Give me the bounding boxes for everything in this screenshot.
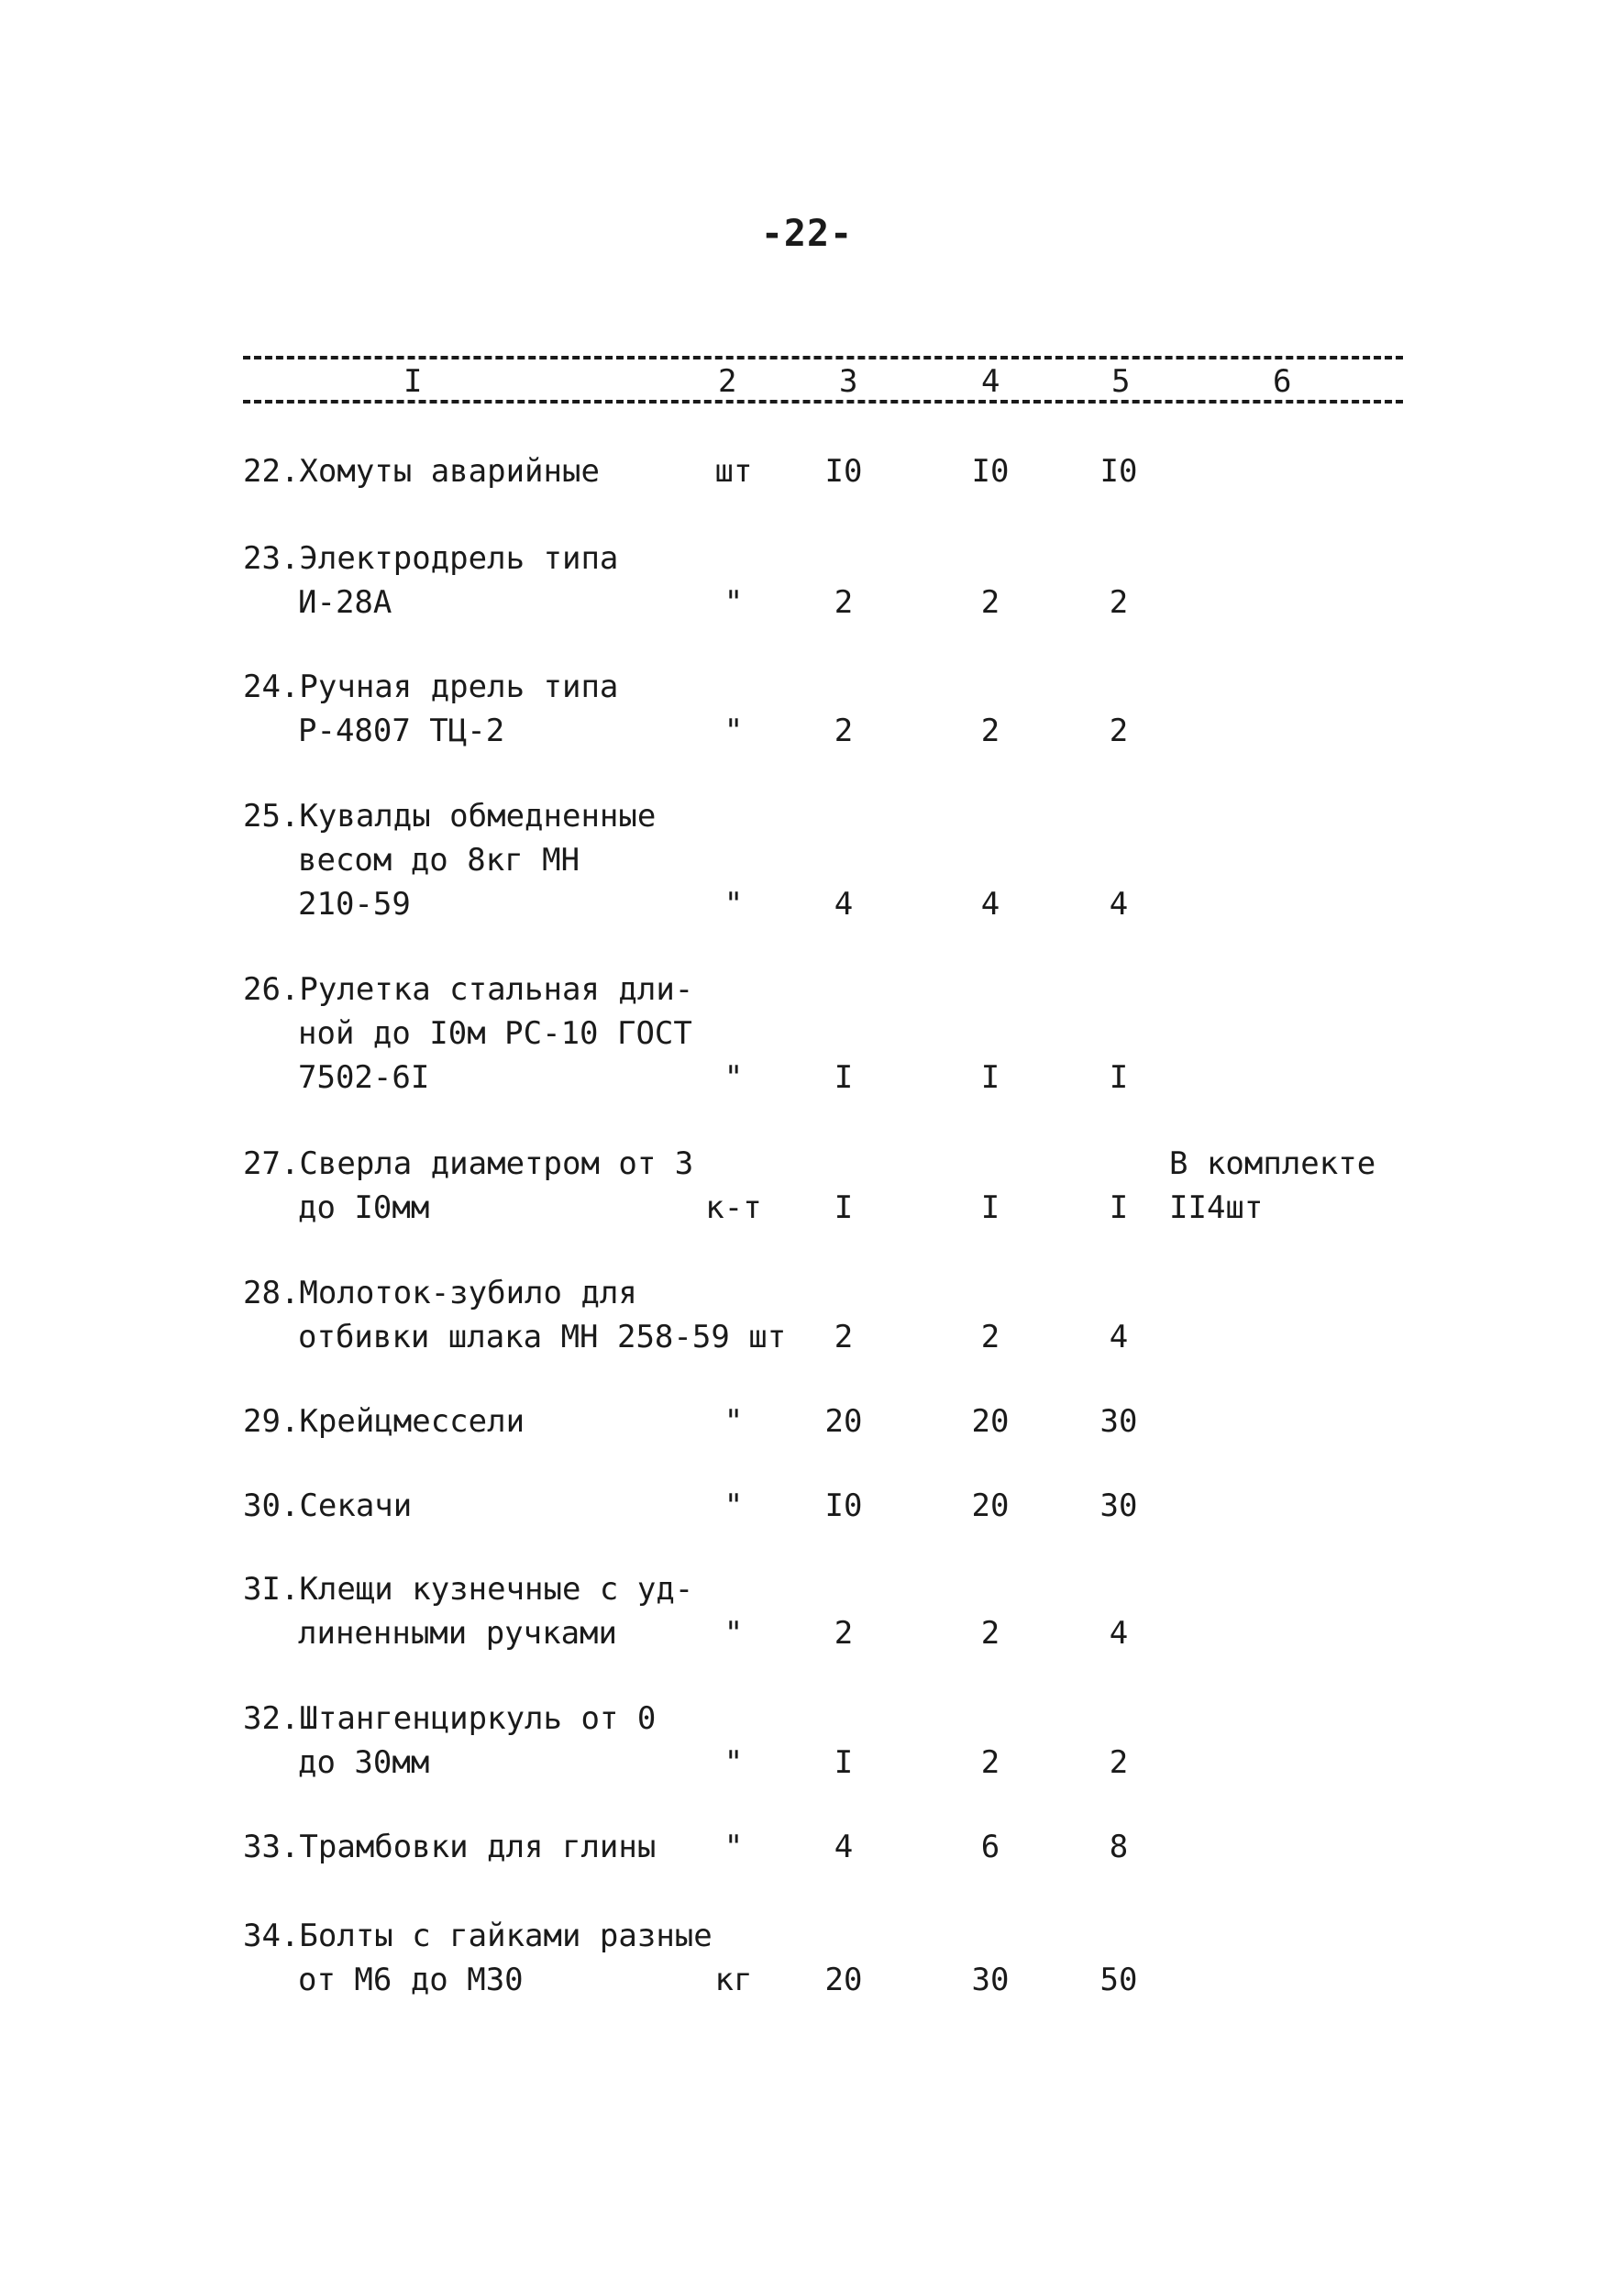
cell-c3: 2 — [834, 713, 854, 749]
item-name-line: Р-4807 ТЦ-2 — [298, 713, 505, 749]
cell-unit: " — [724, 1487, 744, 1524]
cell-c3: I0 — [824, 1487, 863, 1524]
cell-unit: " — [724, 1403, 744, 1440]
cell-c3: I0 — [824, 453, 863, 490]
cell-unit: к-т — [705, 1189, 762, 1226]
cell-note — [1169, 1142, 1408, 1230]
cell-c5: I — [1109, 1059, 1129, 1096]
cell-c4: 4 — [980, 886, 1000, 923]
column-header-4: 4 — [981, 363, 1000, 400]
cell-c4: 2 — [980, 1744, 1000, 1781]
item-name-line: 34.Болты с гайками разные — [243, 1918, 713, 1954]
cell-c4: 20 — [971, 1403, 1010, 1440]
column-header-3: 3 — [839, 363, 858, 400]
cell-unit: " — [724, 1059, 744, 1096]
cell-c5: 2 — [1109, 713, 1129, 749]
item-name-line: 210-59 — [298, 886, 411, 923]
cell-unit: " — [724, 1615, 744, 1652]
item-name-line: 26.Рулетка стальная дли- — [243, 971, 694, 1008]
item-name-line: 29.Крейцмессели — [243, 1403, 525, 1440]
cell-c3: 4 — [834, 1829, 854, 1865]
cell-c3: 2 — [834, 1615, 854, 1652]
cell-c5: I0 — [1099, 453, 1138, 490]
page-number: -22- — [760, 213, 854, 255]
item-name-line: от М6 до М30 — [298, 1962, 524, 1998]
cell-c4: 2 — [980, 1615, 1000, 1652]
item-name-line: 32.Штангенциркуль от 0 — [243, 1700, 657, 1737]
cell-c5: 2 — [1109, 584, 1129, 621]
item-name-line: И-28А — [298, 584, 392, 621]
cell-c4: I — [980, 1189, 1000, 1226]
cell-c4: I0 — [971, 453, 1010, 490]
cell-c5: 50 — [1099, 1962, 1138, 1998]
cell-c4: I — [980, 1059, 1000, 1096]
item-name-line: до I0мм — [298, 1189, 430, 1226]
cell-c3: 2 — [834, 1319, 854, 1355]
item-name-line: 22.Хомуты аварийные — [243, 453, 600, 490]
cell-unit: " — [724, 713, 744, 749]
item-name-line: 28.Молоток-зубило для — [243, 1275, 637, 1311]
column-header-2: 2 — [718, 363, 737, 400]
cell-c5: 30 — [1099, 1403, 1138, 1440]
item-name-line: 27.Сверла диаметром от 3 — [243, 1145, 694, 1182]
cell-c4: 2 — [980, 713, 1000, 749]
item-name-line: линенными ручками — [298, 1615, 617, 1652]
item-name-line: 33.Трамбовки для глины — [243, 1829, 657, 1865]
cell-c3: I — [834, 1189, 854, 1226]
cell-c5: 4 — [1109, 1319, 1129, 1355]
note-line: В комплекте — [1169, 1145, 1376, 1182]
cell-unit: " — [724, 1744, 744, 1781]
cell-c4: 30 — [971, 1962, 1010, 1998]
item-name-line: отбивки шлака МН 258-59 шт — [298, 1319, 787, 1355]
item-name-line: 24.Ручная дрель типа — [243, 669, 619, 705]
cell-c4: 20 — [971, 1487, 1010, 1524]
item-name-line: 23.Электродрель типа — [243, 540, 619, 577]
item-name-line: 30.Секачи — [243, 1487, 413, 1524]
cell-c3: I — [834, 1744, 854, 1781]
cell-c5: 8 — [1109, 1829, 1129, 1865]
item-name-line: ной до I0м РС-10 ГОСТ — [298, 1015, 692, 1052]
column-header-1: I — [403, 363, 423, 400]
item-name-line: до 30мм — [298, 1744, 430, 1781]
note-line: II4шт — [1169, 1189, 1264, 1226]
cell-c4: 2 — [980, 584, 1000, 621]
item-name-line: 25.Кувалды обмедненные — [243, 798, 657, 835]
item-name-line: 3I.Клещи кузнечные с уд- — [243, 1571, 694, 1608]
cell-c3: 20 — [824, 1962, 863, 1998]
cell-c4: 6 — [980, 1829, 1000, 1865]
column-header-5: 5 — [1111, 363, 1131, 400]
cell-c3: I — [834, 1059, 854, 1096]
column-header-6: 6 — [1273, 363, 1292, 400]
cell-c3: 2 — [834, 584, 854, 621]
item-name-line: весом до 8кг МН — [298, 842, 580, 879]
item-name — [243, 1271, 812, 1359]
cell-unit: " — [724, 1829, 744, 1865]
cell-c3: 4 — [834, 886, 854, 923]
cell-c5: 4 — [1109, 1615, 1129, 1652]
item-name-line: 7502-6I — [298, 1059, 430, 1096]
cell-unit: шт — [714, 453, 753, 490]
cell-unit: " — [724, 886, 744, 923]
cell-c5: I — [1109, 1189, 1129, 1226]
cell-c4: 2 — [980, 1319, 1000, 1355]
cell-c5: 30 — [1099, 1487, 1138, 1524]
cell-c5: 4 — [1109, 886, 1129, 923]
cell-c5: 2 — [1109, 1744, 1129, 1781]
cell-unit: " — [724, 584, 744, 621]
cell-c3: 20 — [824, 1403, 863, 1440]
cell-unit: кг — [714, 1962, 753, 1998]
